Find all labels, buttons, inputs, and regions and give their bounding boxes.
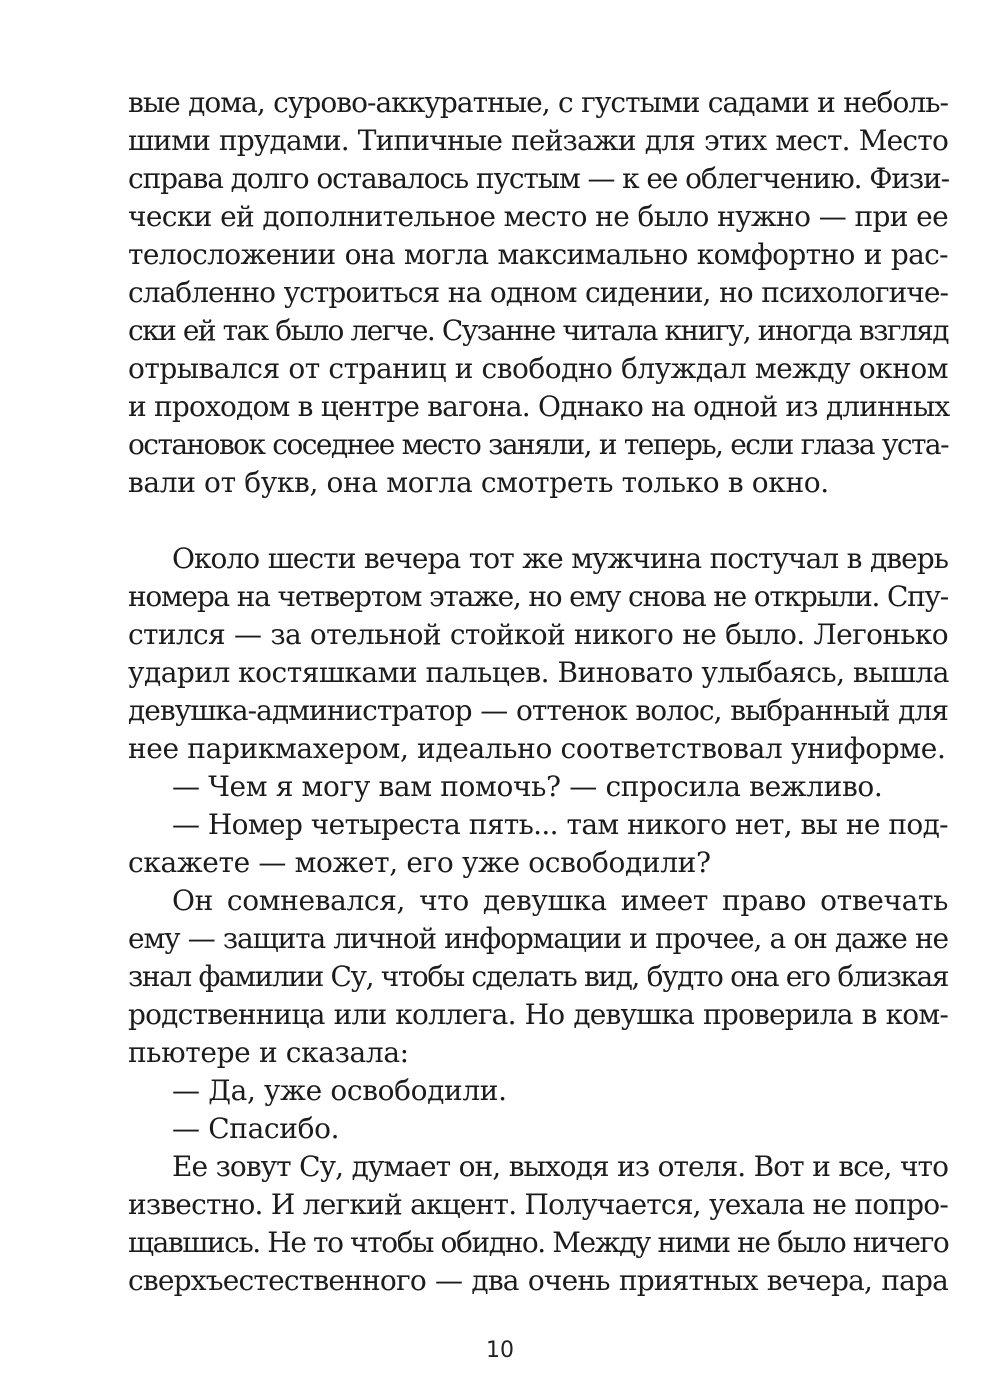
text-line: сверхъестественного — два очень приятных вечера, пара (128, 1264, 948, 1297)
text-line: и проходом в центре вагона. Однако на одной из длинных (128, 390, 950, 423)
page-number: 10 (486, 1338, 514, 1363)
text-line: остановок соседнее место заняли, и теперь, если глаза уста- (128, 428, 948, 461)
text-line: вые дома, сурово-аккуратные, с густыми садами и неболь- (128, 86, 948, 119)
text-line: Он сомневался, что девушка имеет право отвечать (172, 884, 948, 917)
text-line: Около шести вечера тот же мужчина постучал в дверь (172, 542, 948, 575)
text-line: отрывался от страниц и свободно блуждал между окном (128, 352, 948, 385)
text-line: телосложении она могла максимально комфортно и рас- (128, 238, 948, 271)
text-line: знал фамилии Су, чтобы сделать вид, будто она его близкая (128, 960, 948, 993)
text-line: известно. И легкий акцент. Получается, уехала не попро- (128, 1188, 948, 1221)
text-line: ски ей так было легче. Сузанне читала книгу, иногда взгляд (128, 314, 948, 347)
text-line: справа долго оставалось пустым — к ее облегчению. Физи- (128, 162, 950, 195)
text-line: чески ей дополнительное место не было нужно — при ее (128, 200, 948, 233)
text-line: девушка-администратор — оттенок волос, выбранный для (128, 694, 948, 727)
dialogue-line: скажете — может, его уже освободили? (128, 846, 711, 879)
text-line: ударил костяшками пальцев. Виновато улыбаясь, вышла (128, 656, 949, 689)
text-line: щавшись. Не то чтобы обидно. Между ними не было ничего (128, 1226, 949, 1259)
text-line: шими прудами. Типичные пейзажи для этих мест. Место (128, 124, 948, 157)
dialogue-line: — Номер четыреста пять... там никого нет, вы не под- (172, 808, 948, 841)
text-line: нее парикмахером, идеально соответствовал униформе. (128, 732, 946, 765)
dialogue-line: — Чем я могу вам помочь? — спросила вежливо. (172, 770, 883, 803)
text-line: номера на четвертом этаже, но ему снова не открыли. Спу- (128, 580, 948, 613)
text-line: Ее зовут Су, думает он, выходя из отеля. Вот и все, что (172, 1150, 948, 1183)
dialogue-line: — Да, уже освободили. (172, 1074, 507, 1107)
text-line: слабленно устроиться на одном сидении, но психологиче- (128, 276, 948, 309)
dialogue-line: — Спасибо. (172, 1112, 340, 1145)
text-line: ему — защита личной информации и прочее, а он даже не (128, 922, 948, 955)
text-line: родственница или коллега. Но девушка проверила в ком- (128, 998, 948, 1031)
text-line: вали от букв, она могла смотреть только в окно. (128, 466, 829, 499)
text-line: стился — за отельной стойкой никого не было. Легонько (128, 618, 948, 651)
text-line: пьютере и сказала: (128, 1036, 409, 1069)
